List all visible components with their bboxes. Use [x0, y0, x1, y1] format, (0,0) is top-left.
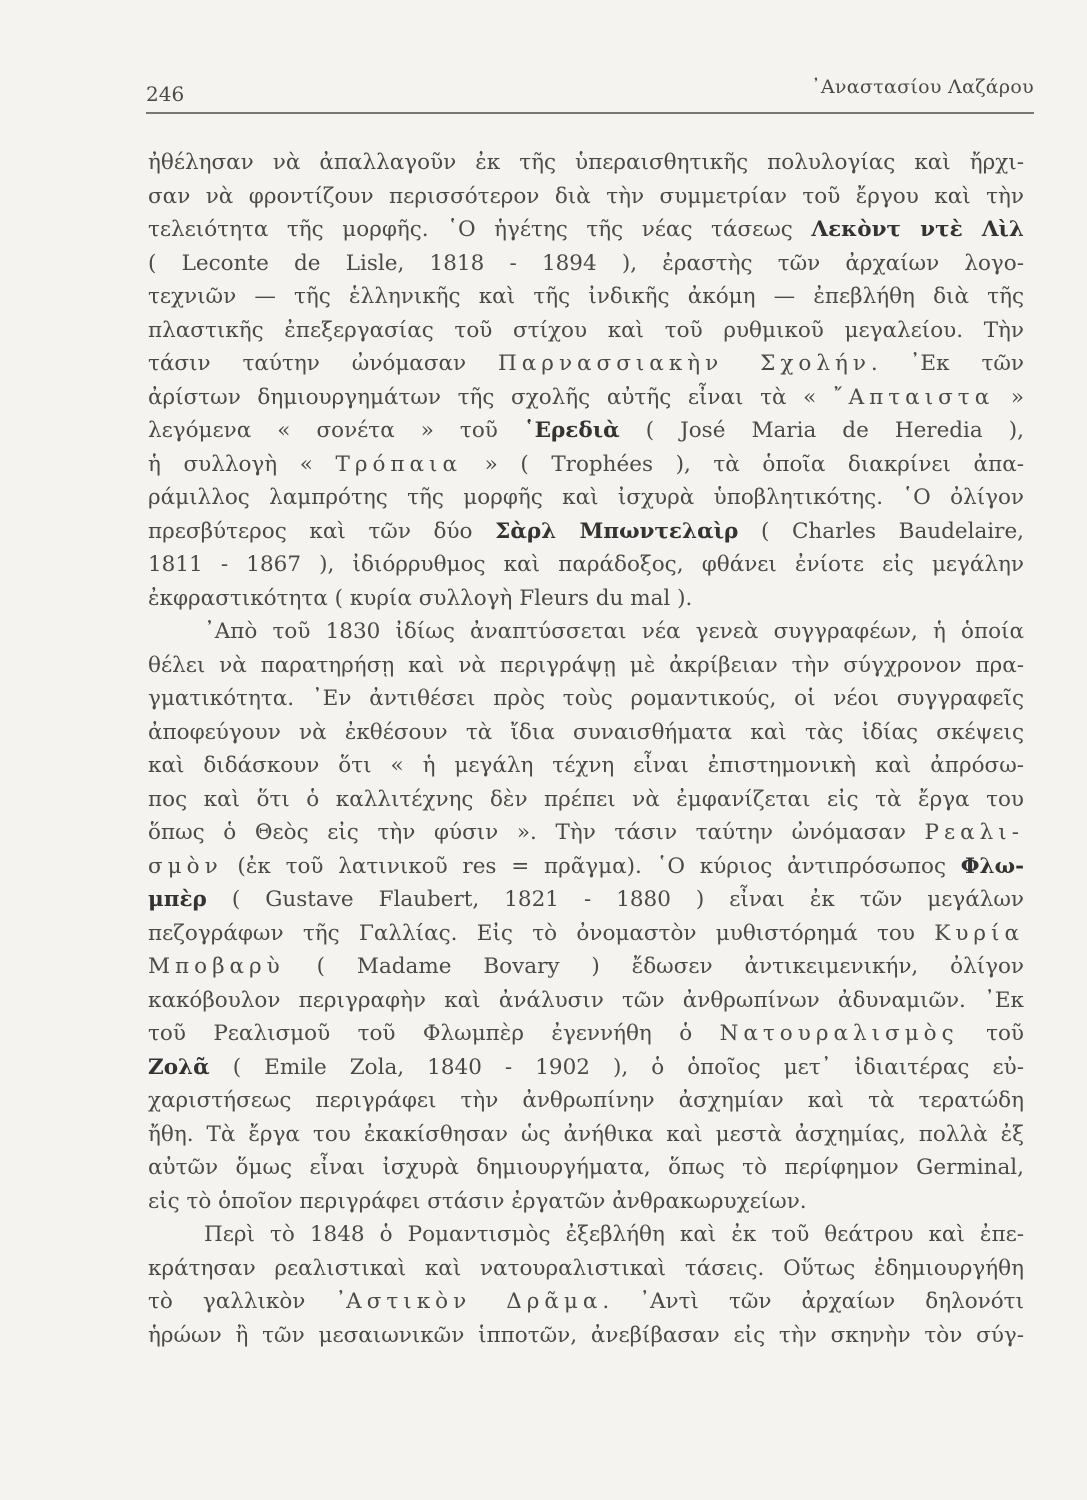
text-run: τοῦ Ρεαλισμοῦ τοῦ Φλωμπὲρ ἐγεννήθη ὁ [148, 1021, 720, 1046]
text-run: ἤθη. Τὰ ἔργα του ἐκακίσθησαν ὡς ἀνήθικα καὶ μεστὰ ἀσχημίας, πολλὰ ἐξ [148, 1121, 1024, 1147]
text-run: πλαστικῆς ἐπεξεργασίας τοῦ στίχου καὶ τοῦ ρυθμικοῦ μεγαλείου. Τὴν [148, 317, 1024, 343]
text-line [148, 1151, 1024, 1185]
spaced-term: Κυρία [934, 920, 1024, 946]
text-run: ( Gustave Flaubert, 1821 - 1880 ) εἶναι ἐκ τῶν μεγάλων [206, 887, 1024, 912]
text-run: αὐτῶν ὅμως εἶναι ἰσχυρὰ δημιουργήματα, ὅπως τὸ περίφημον Germinal, [148, 1155, 1024, 1180]
text-line [148, 1017, 1024, 1051]
text-line [148, 850, 1024, 884]
text-line [148, 448, 1024, 482]
text-run: θέλει νὰ παρατηρήσῃ καὶ νὰ περιγράψῃ μὲ ἀκρίβειαν τὴν σύγχρονον πρα- [148, 652, 1024, 678]
text-run: Περὶ τὸ 1848 ὁ Ρομαντισμὸς ἐξεβλήθη καὶ ἐκ τοῦ θεάτρου καὶ ἐπε- [204, 1222, 1024, 1247]
text-line [148, 682, 1024, 716]
running-head: ᾽Αναστασίου Λαζάρου [811, 76, 1034, 98]
bold-name: ῾Ερεδιὰ [523, 418, 620, 443]
text-run: τάσιν ταύτην ὠνόμασαν [148, 351, 499, 376]
text-run: ( Charles Baudelaire, [738, 518, 1024, 544]
text-line [148, 1084, 1024, 1118]
text-line [148, 314, 1024, 348]
text-run: τοῦ [958, 1021, 1024, 1046]
text-run: καὶ διδάσκουν ὅτι « ἡ μεγάλη τέχνη εἶναι ἐπιστημονικὴ καὶ ἀπρόσω- [148, 753, 1024, 778]
text-line [148, 381, 1024, 415]
text-line [148, 783, 1024, 817]
text-run: χαριστήσεως περιγράφει τὴν ἀνθρωπίνην ἀσχημίαν καὶ τὰ τερατώδη [148, 1088, 1024, 1113]
text-line [148, 1285, 1024, 1319]
text-line [148, 582, 1024, 616]
text-line [148, 984, 1024, 1018]
text-run: ὅπως ὁ Θεὸς εἰς τὴν φύσιν ». Τὴν τάσιν ταύτην ὠνόμασαν [148, 820, 925, 845]
spaced-term: Νατουραλισμὸς [719, 1021, 959, 1046]
text-run: πρεσβύτερος καὶ τῶν δύο [148, 518, 496, 544]
spaced-term: Μποβαρὺ [148, 954, 285, 979]
text-run: σαν νὰ φροντίζουν περισσότερον διὰ τὴν συμμετρίαν τοῦ ἔργου καὶ τὴν [148, 183, 1024, 209]
bold-name: Λεκὸντ ντὲ Λὶλ [811, 217, 1024, 242]
text-line [148, 1218, 1024, 1252]
page-number: 246 [146, 82, 185, 106]
text-line [148, 548, 1024, 582]
page-header [146, 76, 1034, 108]
text-line [148, 950, 1024, 984]
text-run: . ᾽Εκ τῶν [870, 351, 1024, 376]
text-run: εἰς τὸ ὁποῖον περιγράφει στάσιν ἐργατῶν ἀνθρακωρυχείων. [148, 1188, 807, 1214]
text-line [148, 481, 1024, 515]
text-run: ἡ συλλογὴ « [148, 451, 336, 477]
text-run: » [994, 384, 1024, 410]
text-run: » ( Trophées ), τὰ ὁποῖα διακρίνει ἀπα- [462, 451, 1024, 477]
text-line [148, 414, 1024, 448]
text-run: ( José Maria de Heredia ), [619, 418, 1024, 443]
text-run: 1811 - 1867 ), ἰδιόρρυθμος καὶ παράδοξος, φθάνει ἐνίοτε εἰς μεγάλην [148, 552, 1024, 577]
text-run: πος καὶ ὅτι ὁ καλλιτέχνης δὲν πρέπει νὰ ἐμφανίζεται εἰς τὰ ἔργα του [148, 786, 1024, 812]
text-run: κακόβουλον περιγραφὴν καὶ ἀνάλυσιν τῶν ἀνθρωπίνων ἀδυναμιῶν. ᾽Εκ [148, 987, 1024, 1013]
text-run: (ἐκ τοῦ λατινικοῦ res = πρᾶγμα). ῾Ο κύριος ἀντιπρόσωπος [222, 853, 961, 879]
text-line [148, 615, 1024, 649]
text-line [148, 180, 1024, 214]
text-line [148, 649, 1024, 683]
bold-name: Σὰρλ Μπωντελαὶρ [495, 518, 739, 544]
spaced-term: ῎Απταιστα [832, 384, 995, 410]
text-line [148, 280, 1024, 314]
text-line [148, 515, 1024, 549]
text-run: ράμιλλος λαμπρότης τῆς μορφῆς καὶ ἰσχυρὰ ὑποβλητικότης. ῾Ο ὀλίγον [148, 485, 1024, 510]
text-line [148, 1118, 1024, 1152]
text-line [148, 1252, 1024, 1286]
spaced-term: Παρνασσιακὴν Σχολήν [498, 351, 871, 376]
text-run: . ᾽Αντὶ τῶν ἀρχαίων δηλονότι [602, 1289, 1024, 1314]
text-run: τὸ γαλλικὸν ᾽ [148, 1289, 347, 1314]
spaced-term: Αστικὸν Δρᾶμα [346, 1289, 603, 1314]
text-line [148, 1051, 1024, 1085]
spaced-term: σμὸν [148, 853, 223, 879]
bold-name: Φλω- [960, 853, 1024, 879]
spaced-term: Ρεαλι- [924, 820, 1024, 845]
text-run: ἀρίστων δημιουργημάτων τῆς σχολῆς αὐτῆς εἶναι τὰ « [148, 384, 833, 410]
text-line [148, 1185, 1024, 1219]
text-run: ( Madame Bovary ) ἔδωσεν ἀντικειμενικήν, ὀλίγον [284, 954, 1024, 979]
text-run: ἀποφεύγουν νὰ ἐκθέσουν τὰ ἴδια συναισθήματα καὶ τὰς ἰδίας σκέψεις [148, 719, 1024, 745]
text-run: ἡρώων ἢ τῶν μεσαιωνικῶν ἱπποτῶν, ἀνεβίβασαν εἰς τὴν σκηνὴν τὸν σύγ- [148, 1322, 1024, 1348]
text-run: ἠθέλησαν νὰ ἀπαλλαγοῦν ἐκ τῆς ὑπεραισθητικῆς πολυλογίας καὶ ἤρχι- [148, 150, 1024, 175]
text-run: ( Leconte de Lisle, 1818 - 1894 ), ἐραστὴς τῶν ἀρχαίων λογο- [148, 250, 1024, 276]
text-run: ἐκφραστικότητα ( κυρία συλλογὴ Fleurs du mal ). [148, 585, 693, 611]
text-line [148, 716, 1024, 750]
text-line [148, 816, 1024, 850]
text-line [148, 1319, 1024, 1353]
text-line [148, 247, 1024, 281]
text-line [148, 347, 1024, 381]
spaced-term: Τρόπαια [335, 451, 463, 477]
text-run: πεζογράφων τῆς Γαλλίας. Εἰς τὸ ὀνομαστὸν μυθιστόρημά του [148, 920, 935, 946]
text-run: ( Emile Zola, 1840 - 1902 ), ὁ ὁποῖος μετ᾽ ἰδιαιτέρας εὐ- [209, 1054, 1024, 1080]
text-line [148, 146, 1024, 180]
text-line [148, 883, 1024, 917]
text-run: ᾽Απὸ τοῦ 1830 ἰδίως ἀναπτύσσεται νέα γενεὰ συγγραφέων, ἡ ὁποία [204, 619, 1024, 644]
text-line [148, 749, 1024, 783]
text-line [148, 917, 1024, 951]
page-body [148, 146, 1024, 1352]
bold-name: μπὲρ [148, 887, 207, 912]
text-run: τεχνιῶν — τῆς ἑλληνικῆς καὶ τῆς ἰνδικῆς ἀκόμη — ἐπεβλήθη διὰ τῆς [148, 284, 1024, 309]
bold-name: Ζολᾶ [148, 1054, 210, 1080]
text-run: λεγόμενα « σονέτα » τοῦ [148, 418, 524, 443]
text-line [148, 213, 1024, 247]
header-rule [146, 112, 1034, 114]
text-run: γματικότητα. ᾽Εν ἀντιθέσει πρὸς τοὺς ρομαντικούς, οἱ νέοι συγγραφεῖς [148, 686, 1024, 711]
text-run: τελειότητα τῆς μορφῆς. ῾Ο ἡγέτης τῆς νέας τάσεως [148, 217, 812, 242]
text-run: κράτησαν ρεαλιστικαὶ καὶ νατουραλιστικαὶ τάσεις. Οὕτως ἐδημιουργήθη [148, 1255, 1024, 1281]
